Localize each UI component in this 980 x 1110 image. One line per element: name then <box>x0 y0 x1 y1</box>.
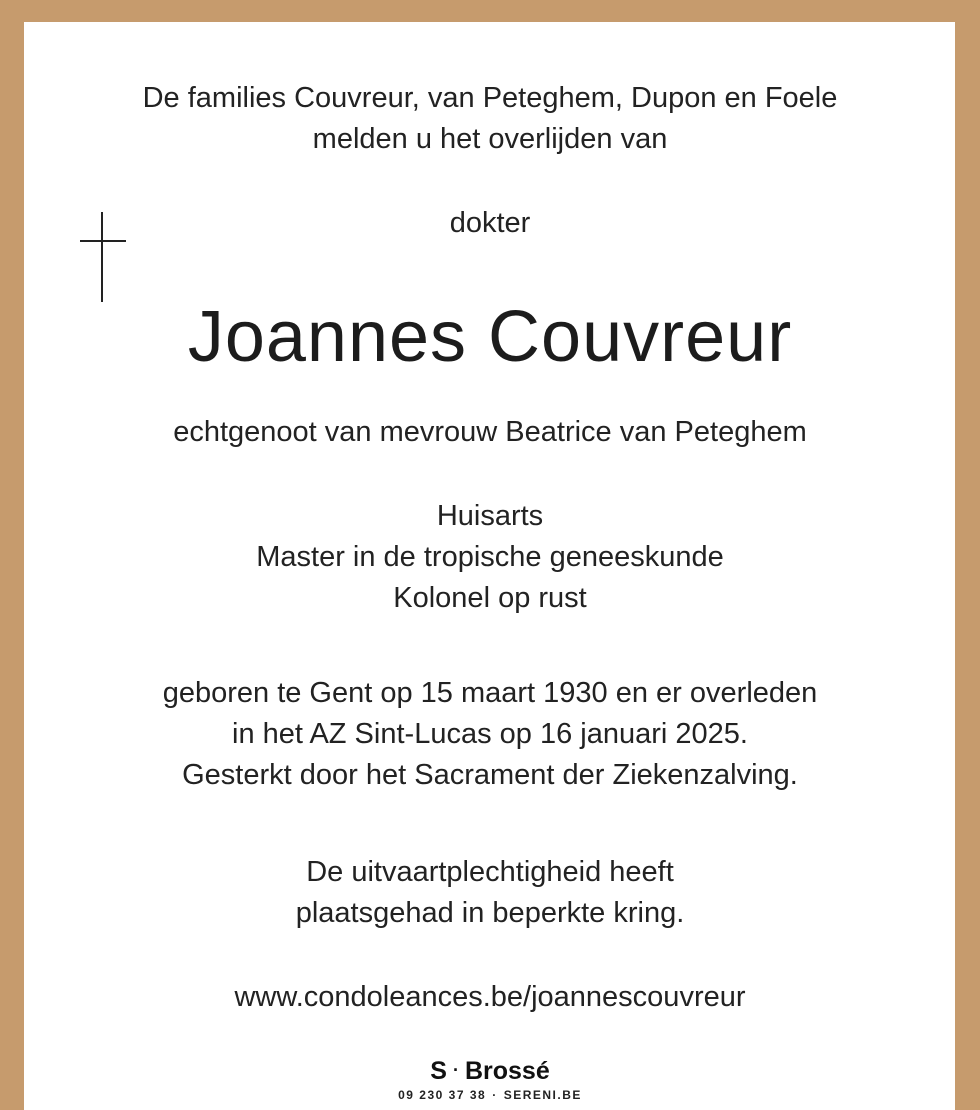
contact-separator: · <box>492 1088 498 1102</box>
spouse-text <box>0 412 980 453</box>
deceased-name: Joannes Couvreur <box>187 297 793 377</box>
roles-text <box>0 496 980 619</box>
role-3: Kolonel op rust <box>393 582 587 614</box>
intro-text <box>0 78 980 160</box>
website-text <box>0 977 980 1018</box>
brosse-logo <box>0 1055 980 1086</box>
logo-dot: · <box>452 1060 459 1080</box>
footer-site[interactable]: SERENI.BE <box>503 1088 582 1102</box>
life-line-2: in het AZ Sint-Lucas op 16 januari 2025. <box>232 718 748 750</box>
funeral-text <box>0 852 980 934</box>
life-line-3: Gesterkt door het Sacrament der Ziekenzalving. <box>182 759 798 791</box>
logo-word: Brossé <box>464 1057 550 1085</box>
website-link[interactable]: www.condoleances.be/joannescouvreur <box>234 981 746 1013</box>
logo-letter: S <box>430 1057 447 1085</box>
funeral-line-2: plaatsgehad in beperkte kring. <box>295 897 685 929</box>
intro-line-2: melden u het overlijden van <box>312 123 668 155</box>
footer-contact <box>0 1087 980 1103</box>
role-2: Master in de tropische geneeskunde <box>256 541 724 573</box>
role-1: Huisarts <box>436 500 544 532</box>
spouse-line: echtgenoot van mevrouw Beatrice van Peteghem <box>173 416 807 448</box>
title-text <box>0 203 980 244</box>
funeral-line-1: De uitvaartplechtigheid heeft <box>306 856 674 888</box>
intro-line-1: De families Couvreur, van Peteghem, Dupon en Foele <box>142 82 838 114</box>
honorific: dokter <box>449 207 531 239</box>
life-line-1: geboren te Gent op 15 maart 1930 en er overleden <box>162 677 818 709</box>
life-text <box>0 673 980 796</box>
phone-number: 09 230 37 38 <box>398 1088 487 1102</box>
